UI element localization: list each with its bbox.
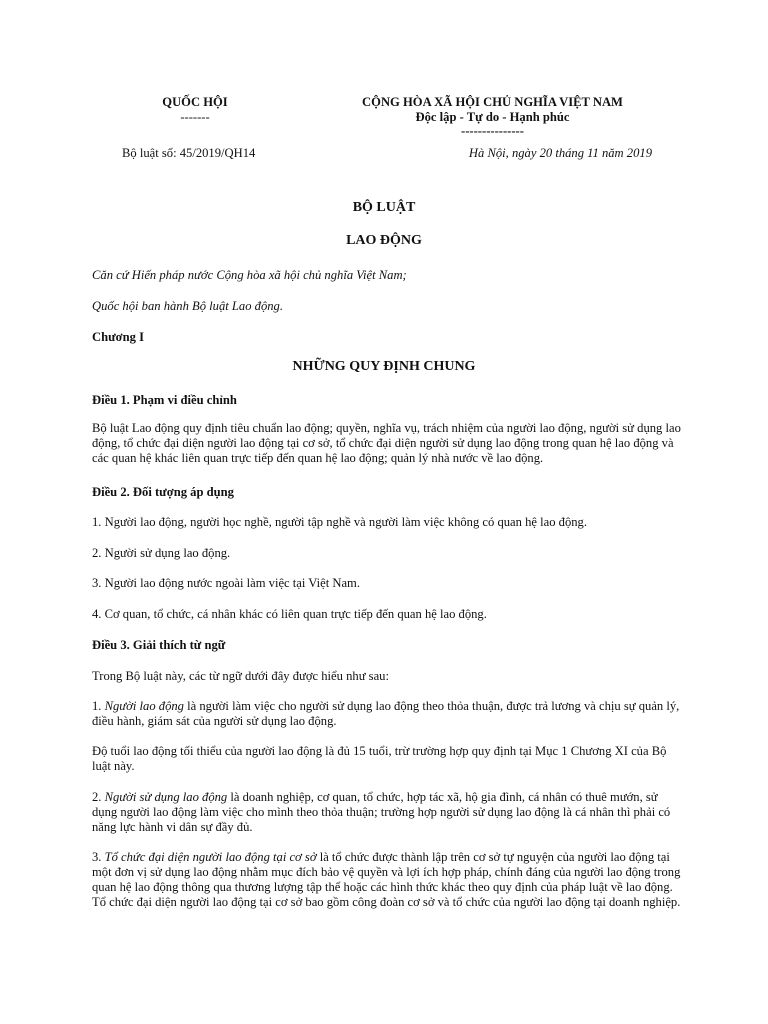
- preamble-enactment: Quốc hội ban hành Bộ luật Lao động.: [92, 299, 284, 313]
- document-title-line2: LAO ĐỘNG: [346, 233, 422, 248]
- article2-heading: Điều 2. Đối tượng áp dụng: [92, 485, 234, 499]
- article2-item-2: 2. Người sử dụng lao động.: [92, 546, 231, 560]
- article3-heading: Điều 3. Giải thích từ ngữ: [92, 638, 226, 652]
- article1-body: Bộ luật Lao động quy định tiêu chuẩn lao động; quyền, nghĩa vụ, trách nhiệm của người lao động, người sử dụng lao động, tổ chức đại diện người lao động tại cơ sở, tổ chức đại diện người sử dụng lao động trong quan hệ lao động và các quan hệ khác liên quan trực tiếp đến quan hệ lao động; quản lý nhà nước về lao động.: [92, 421, 681, 465]
- definition-2: [92, 790, 682, 835]
- article2-item-4: 4. Cơ quan, tổ chức, cá nhân khác có liên quan trực tiếp đến quan hệ lao động.: [92, 607, 487, 621]
- definition-1-text: là người làm việc cho người sử dụng lao động theo thỏa thuận, được trả lương và chịu sự quản lý, điều hành, giám sát của người sử dụng lao động.: [92, 699, 680, 728]
- place-date: Hà Nội, ngày 20 tháng 11 năm 2019: [468, 146, 652, 160]
- definition-1: [92, 699, 682, 729]
- chapter-title: NHỮNG QUY ĐỊNH CHUNG: [292, 359, 476, 374]
- national-motto: Độc lập - Tự do - Hạnh phúc: [415, 110, 570, 124]
- document-title-line1: BỘ LUẬT: [352, 200, 416, 215]
- preamble-basis: Căn cứ Hiến pháp nước Cộng hòa xã hội chủ nghĩa Việt Nam;: [92, 268, 407, 282]
- definition-1-number: 1.: [92, 699, 105, 713]
- article1-heading: Điều 1. Phạm vi điều chỉnh: [92, 393, 237, 407]
- article2-item-3: 3. Người lao động nước ngoài làm việc tại Việt Nam.: [92, 576, 361, 590]
- definition-2-number: 2.: [92, 790, 105, 804]
- definition-2-term: Người sử dụng lao động: [104, 790, 228, 804]
- definition-3-text: là tổ chức được thành lập trên cơ sở tự nguyện của người lao động tại một đơn vị sử dụng lao động nhằm mục đích bảo vệ quyền và lợi ích hợp pháp, chính đáng của người lao động trong quan hệ lao động thông qua thương lượng tập thể hoặc các hình thức khác theo quy định của pháp luật về lao động. Tổ chức đại diện người lao động tại cơ sở bao gồm công đoàn cơ sở và tổ chức của người lao động tại doanh nghiệp.: [92, 850, 681, 909]
- article2-item-1: 1. Người lao động, người học nghề, người tập nghề và người làm việc không có quan hệ lao động.: [92, 515, 587, 529]
- law-number: Bộ luật số: 45/2019/QH14: [122, 146, 256, 160]
- minimum-age-note: Độ tuổi lao động tối thiểu của người lao động là đủ 15 tuổi, trừ trường hợp quy định tại Mục 1 Chương XI của Bộ luật này.: [92, 744, 667, 773]
- issuer-rule: -------: [180, 110, 210, 124]
- chapter-label: Chương I: [92, 330, 144, 344]
- motto-rule: ---------------: [461, 124, 524, 138]
- definition-3-term: Tổ chức đại diện người lao động tại cơ sở: [104, 850, 317, 864]
- definition-3: [92, 850, 682, 910]
- article3-intro: Trong Bộ luật này, các từ ngữ dưới đây được hiểu như sau:: [92, 669, 389, 683]
- definition-3-number: 3.: [92, 850, 105, 864]
- definition-2-text: là doanh nghiệp, cơ quan, tổ chức, hợp tác xã, hộ gia đình, cá nhân có thuê mướn, sử dụng người lao động làm việc cho mình theo thỏa thuận; trường hợp người sử dụng lao động là cá nhân thì phải có năng lực hành vi dân sự đầy đủ.: [92, 790, 671, 834]
- definition-1-term: Người lao động: [104, 699, 184, 713]
- issuer-title: QUỐC HỘI: [162, 95, 228, 109]
- national-title: CỘNG HÒA XÃ HỘI CHỦ NGHĨA VIỆT NAM: [362, 95, 623, 109]
